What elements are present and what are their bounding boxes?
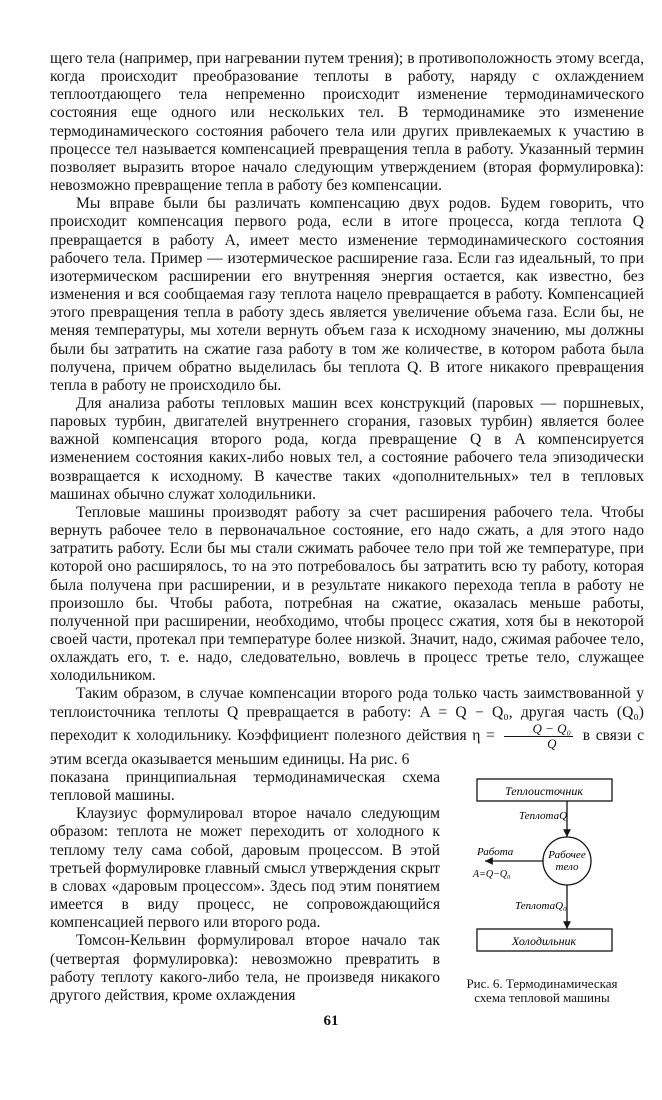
work-equation: A=Q−Q₀ <box>473 868 511 880</box>
paragraph-7: Томсон-Кельвин формулировал второе начало так (четвертая формулировка): невозможно превратить в работу теплоту какого-либо тела, не произведя никакого другого действия, кроме охлаждения <box>50 932 440 1004</box>
heat-out-label: ТеплотаQ₀ <box>515 899 567 912</box>
paragraph-6: Клаузиус формулировал второе начало следующим образом: теплота не может переходить от холодного к теплому телу сама собой, даровым процессом. В этой третьей формулировке главный смысл утверждения скрыт в словах «даровым процессом». Здесь под этим понятием имеется в виду процесс, не сопровождающийся компенсацией первого или второго рода. <box>50 805 440 932</box>
heat-source-label: Теплоисточник <box>505 783 583 798</box>
working-body-label-2: тело <box>555 860 579 873</box>
cold-sink-label: Холодильник <box>511 933 577 948</box>
efficiency-denominator: Q <box>547 735 557 751</box>
text-column <box>50 769 440 1005</box>
efficiency-formula: η = <box>472 726 495 744</box>
paragraph-5-text-b: в связи с этим всегда оказывается меньшим единицы. На рис. 6 <box>50 726 645 768</box>
paragraph-4: Тепловые машины производят работу за счет расширения рабочего тела. Чтобы вернуть рабочее тело в первоначальное состояние, его надо сжать, а для этого надо затратить работу. Если бы мы стали сжимать рабочее тело при той же температуре, при которой оно расширялось, то на это потребовалось бы затратить всю ту работу, которая была получена при расширении, и в результате никакого перехода тепла в работу не произошло бы. Чтобы работа, потребная на сжатие, оказалась меньше работы, полученной при расширении, необходимо, чтобы процесс сжатия, хотя бы в некоторой своей части, протекал при температуре более низкой. Значит, надо, сжимая рабочее тело, охлаждать его, т. е. надо, следовательно, вовлечь в процесс третье тело, служащее холодильником. <box>50 503 644 685</box>
figure-caption: Рис. 6. Термодинамическая схема тепловой машины <box>466 975 618 1006</box>
paragraph-5-text-a: Таким образом, в случае компенсации второго рода только часть заимствованной у теплоисточника теплоты Q превращается в работу: A = Q − Q₀, другая часть (Q₀) переходит к холодильнику. Коэффициент полезного действия <box>50 685 644 744</box>
paragraph-5 <box>50 685 644 768</box>
figure-6 <box>440 769 644 1006</box>
page-number: 61 <box>323 1013 339 1029</box>
paragraph-3: Для анализа работы тепловых машин всех конструкций (паровых — поршневых, паровых турбин, двигателей внутреннего сгорания, газовых турбин) является более важной компенсация второго рода, когда превращение Q в A компенсируется изменением состояния каких-либо новых тел, а состояние рабочего тела эпизодически возвращается к исходному. В качестве таких «дополнительных» тел в тепловых машинах обычно служат холодильники. <box>50 394 644 503</box>
paragraph-5-continued: показана принципиальная термодинамическая схема тепловой машины. <box>50 768 440 805</box>
heat-in-label: ТеплотаQ <box>519 809 568 822</box>
page-body <box>50 50 644 1006</box>
work-label: Работа <box>477 845 514 858</box>
heat-engine-diagram <box>457 769 627 969</box>
figure-wrap-section <box>50 769 644 1006</box>
efficiency-fraction <box>504 722 573 751</box>
efficiency-numerator: Q − Q₀ <box>504 722 573 737</box>
paragraph-1: щего тела (например, при нагревании путем трения); в противоположность этому всегда, когда происходит преобразование теплоты в работу, наряду с охлаждением теплоотдающего тела непременно происходит изменение термодинамического состояния еще одного или нескольких тел. В термодинамике это изменение термодинамического состояния рабочего тела или других привлекаемых к участию в процессе тел называется компенсацией превращения тепла в работу. Указанный термин позволяет выразить второе начало следующим утверждением (вторая формулировка): невозможно превращение тепла в работу без компенсации. <box>50 50 644 195</box>
working-body-label-1: Рабочее <box>548 848 586 861</box>
paragraph-2: Мы вправе были бы различать компенсацию двух родов. Будем говорить, что происходит компенсация первого рода, если в итоге процесса, когда теплота Q превращается в работу A, имеет место изменение термодинамического состояния рабочего тела. Пример — изотермическое расширение газа. Если газ идеальный, то при изотермическом расширении его внутренняя энергия остается, как известно, без изменения и вся сообщаемая газу теплота нацело превращается в работу. Компенсацией этого превращения тепла в работу здесь является увеличение объема газа. Если бы, не меняя температуры, мы хотели вернуть объем газа к исходному значению, мы должны были бы затратить на сжатие газа работу в том же количестве, в котором работа была получена, причем обратно выделилась бы теплота Q. В итоге никакого превращения тепла в работу не происходило бы. <box>50 195 644 394</box>
